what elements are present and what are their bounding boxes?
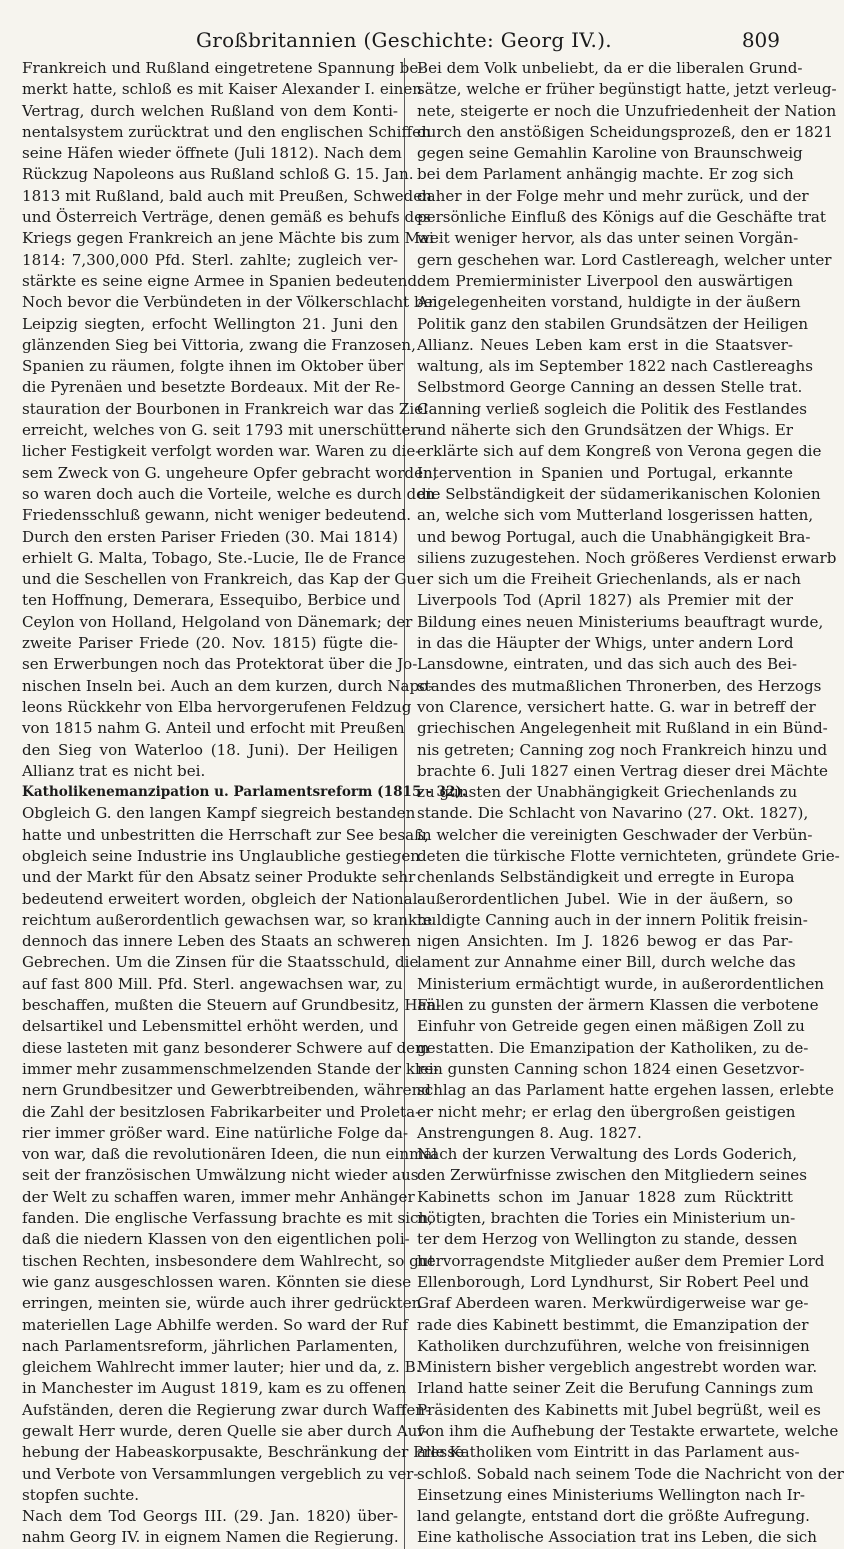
text-line: Fällen zu gunsten der ärmern Klassen die verbotene <box>417 996 819 1015</box>
text-line: und näherte sich den Grundsätzen der Whigs. Er <box>417 421 793 440</box>
text-line: Kabinetts schon im Januar 1828 zum Rücktritt <box>417 1187 793 1206</box>
text-line: Bildung eines neuen Ministeriums beauftragt wurde, <box>417 612 824 631</box>
text-line: waltung, als im September 1822 nach Castlereaghs <box>417 357 813 376</box>
text-line: standes des mutmaßlichen Thronerben, des Herzogs <box>417 676 822 695</box>
text-line: schlag an das Parlament hatte ergehen lassen, erlebte <box>417 1081 834 1100</box>
text-line: reichtum außerordentlich gewachsen war, so krankte <box>22 910 433 929</box>
text-line: Katholiken durchzuführen, welche von freisinnigen <box>417 1336 810 1355</box>
text-line: Ministerium ermächtigt wurde, in außerordentlichen <box>417 974 825 993</box>
text-line: den Zerwürfnisse zwischen den Mitgliedern seines <box>417 1166 807 1185</box>
text-line: und Verbote von Versammlungen vergeblich zu ver- <box>22 1464 419 1483</box>
text-line: erklärte sich auf dem Kongreß von Verona gegen die <box>417 442 822 461</box>
text-line: in welcher die vereinigten Geschwader der Verbün- <box>417 825 813 844</box>
text-line: Katholikenemanzipation u. Parlamentsreform (1815 - 32). <box>22 784 467 801</box>
text-line: ten Hoffnung, Demerara, Essequibo, Berbice und <box>22 591 401 610</box>
text-line: land gelangte, entstand dort die größte Aufregung. <box>417 1507 810 1526</box>
text-line: stärkte es seine eigne Armee in Spanien bedeutend. <box>22 271 422 290</box>
text-line: von war, daß die revolutionären Ideen, die nun einmal <box>22 1145 438 1164</box>
text-line: persönliche Einfluß des Königs auf die Geschäfte trat <box>417 208 826 227</box>
text-line: der Welt zu schaffen waren, immer mehr Anhänger <box>22 1187 415 1206</box>
text-line: 1814: 7,300,000 Pfd. Sterl. zahlte; zugleich ver- <box>22 250 398 269</box>
text-line: durch den anstößigen Scheidungsprozeß, den er 1821 <box>417 122 834 141</box>
text-line: Intervention in Spanien und Portugal, erkannte <box>417 463 793 482</box>
text-line: Liverpools Tod (April 1827) als Premier mit der <box>417 591 793 610</box>
text-line: stauration der Bourbonen in Frankreich war das Ziel <box>22 399 428 418</box>
text-line: licher Festigkeit verfolgt worden war. Waren zu die- <box>22 442 421 461</box>
text-line: von 1815 nahm G. Anteil und erfocht mit Preußen <box>22 719 405 738</box>
text-line: Nach der kurzen Verwaltung des Lords Goderich, <box>417 1145 798 1164</box>
text-line: von ihm die Aufhebung der Testakte erwartete, welche <box>417 1422 839 1440</box>
text-line: Kriegs gegen Frankreich an jene Mächte bis zum Mai <box>22 229 434 248</box>
text-line: glänzenden Sieg bei Vittoria, zwang die Franzosen, <box>22 335 416 354</box>
text-line: deten die türkische Flotte vernichteten, gründete Grie- <box>417 846 840 865</box>
text-line: nentalsystem zurücktrat und den englischen Schiffen <box>22 122 431 141</box>
text-line: und der Markt für den Absatz seiner Produkte sehr <box>22 868 416 887</box>
text-line: zu gunsten der Unabhängigkeit Griechenlands zu <box>417 783 798 802</box>
text-line: Aufständen, deren die Regierung zwar durch Waffen- <box>22 1400 431 1419</box>
text-line: Friedensschluß gewann, nicht weniger bedeutend. <box>22 506 412 525</box>
text-line: nahm Georg IV. in eignem Namen die Regierung. <box>22 1528 399 1547</box>
text-line: stande. Die Schlacht von Navarino (27. Okt. 1827), <box>417 804 809 823</box>
text-line: Noch bevor die Verbündeten in der Völkerschlacht bei <box>22 293 438 312</box>
text-line: ren gunsten Canning schon 1824 einen Gesetzvor- <box>417 1059 805 1078</box>
text-line: gern geschehen war. Lord Castlereagh, welcher unter <box>417 250 832 269</box>
text-line: leons Rückkehr von Elba hervorgerufenen Feldzug <box>22 697 412 716</box>
text-line: hervorragendste Mitglieder außer dem Premier Lord <box>417 1251 825 1270</box>
text-line: lament zur Annahme einer Bill, durch welche das <box>417 953 796 972</box>
text-line: Spanien zu räumen, folgte ihnen im Oktober über <box>22 357 404 376</box>
text-line: Ceylon von Holland, Helgoland von Dänemark; der <box>22 612 413 631</box>
text-line: huldigte Canning auch in der innern Politik freisin- <box>417 910 808 929</box>
text-line: brachte 6. Juli 1827 einen Vertrag dieser drei Mächte <box>417 761 828 780</box>
text-line: zweite Pariser Friede (20. Nov. 1815) fügte die- <box>22 634 398 653</box>
text-line: immer mehr zusammenschmelzenden Stande der klei- <box>22 1059 439 1078</box>
text-line: Bei dem Volk unbeliebt, da er die liberalen Grund- <box>417 59 803 77</box>
text-line: Durch den ersten Pariser Frieden (30. Mai 1814) <box>22 527 398 546</box>
text-line: Rückzug Napoleons aus Rußland schloß G. 15. Jan. <box>22 165 414 184</box>
text-line: er sich um die Freiheit Griechenlands, als er nach <box>417 570 801 589</box>
text-line: rade dies Kabinett bestimmt, die Emanzipation der <box>417 1315 809 1334</box>
text-line: Präsidenten des Kabinetts mit Jubel begrüßt, weil es <box>417 1400 821 1419</box>
text-line: sen Erwerbungen noch das Protektorat über die Jo- <box>22 655 418 674</box>
text-line: außerordentlichen Jubel. Wie in der äußern, so <box>417 889 793 908</box>
text-line: Lansdowne, eintraten, und das sich auch des Bei- <box>417 655 797 674</box>
running-head: Großbritannien (Geschichte: Georg IV.). <box>196 28 612 52</box>
text-line: Frankreich und Rußland eingetretene Spannung be- <box>22 59 424 77</box>
text-line: nischen Inseln bei. Auch an dem kurzen, durch Napo- <box>22 676 434 695</box>
text-line: stopfen suchte. <box>22 1485 140 1504</box>
text-line: Leipzig siegten, erfocht Wellington 21. Juni den <box>22 314 398 333</box>
text-line: Eine katholische Association trat ins Leben, die sich <box>417 1528 817 1547</box>
text-line: Irland hatte seiner Zeit die Berufung Cannings zum <box>417 1379 814 1398</box>
text-line: Allianz trat es nicht bei. <box>22 761 206 780</box>
text-line: die Selbständigkeit der südamerikanischen Kolonien <box>417 484 821 503</box>
text-line: in das die Häupter der Whigs, unter andern Lord <box>417 634 794 653</box>
text-line: dem Premierminister Liverpool den auswärtigen <box>417 271 793 290</box>
text-line: hatte und unbestritten die Herrschaft zur See besaß, <box>22 825 429 844</box>
text-line: erhielt G. Malta, Tobago, Ste.-Lucie, Ile de France <box>22 548 406 567</box>
text-columns <box>22 58 844 1549</box>
text-line: er nicht mehr; er erlag den übergroßen geistigen <box>417 1102 796 1121</box>
text-line: nach Parlamentsreform, jährlichen Parlamenten, <box>22 1336 398 1355</box>
text-line: diese lasteten mit ganz besonderer Schwere auf dem <box>22 1038 430 1057</box>
text-line: Ellenborough, Lord Lyndhurst, Sir Robert Peel und <box>417 1272 809 1291</box>
text-line: nötigten, brachten die Tories ein Ministerium un- <box>417 1209 796 1228</box>
right-column <box>417 58 844 1549</box>
text-line: und bewog Portugal, auch die Unabhängigkeit Bra- <box>417 527 811 546</box>
text-line: gewalt Herr wurde, deren Quelle sie aber durch Auf- <box>22 1422 428 1440</box>
text-line: alle Katholiken vom Eintritt in das Parlament aus- <box>417 1443 800 1462</box>
text-line: nis getreten; Canning zog noch Frankreich hinzu und <box>417 740 828 759</box>
text-line: merkt hatte, schloß es mit Kaiser Alexander I. einen <box>22 80 423 99</box>
text-line: von Clarence, versichert hatte. G. war in betreff der <box>417 697 816 716</box>
text-line: obgleich seine Industrie ins Unglaubliche gestiegen <box>22 846 421 865</box>
text-line: hebung der Habeaskorpusakte, Beschränkung der Presse <box>22 1443 464 1462</box>
text-line: delsartikel und Lebensmittel erhöht werden, und <box>22 1017 399 1036</box>
text-line: Einsetzung eines Ministeriums Wellington nach Ir- <box>417 1485 806 1504</box>
text-line: schloß. Sobald nach seinem Tode die Nachricht von der <box>417 1464 844 1483</box>
text-line: sätze, welche er früher begünstigt hatte, jetzt verleug- <box>417 80 837 99</box>
text-line: gegen seine Gemahlin Karoline von Braunschweig <box>417 144 803 163</box>
text-line: so waren doch auch die Vorteile, welche es durch den <box>22 484 435 503</box>
text-line: daß die niedern Klassen von den eigentlichen poli- <box>22 1230 410 1249</box>
text-line: Anstrengungen 8. Aug. 1827. <box>417 1123 642 1142</box>
text-line: rier immer größer ward. Eine natürliche Folge da- <box>22 1123 409 1142</box>
text-line: an, welche sich vom Mutterland losgerissen hatten, <box>417 506 814 525</box>
text-line: erreicht, welches von G. seit 1793 mit unerschütter- <box>22 421 423 440</box>
text-line: Einfuhr von Getreide gegen einen mäßigen Zoll zu <box>417 1017 805 1036</box>
page-number: 809 <box>741 28 780 52</box>
text-line: daher in der Folge mehr und mehr zurück, und der <box>417 186 809 205</box>
text-line: nern Grundbesitzer und Gewerbtreibenden, während <box>22 1081 431 1100</box>
text-line: Ministern bisher vergeblich angestrebt worden war. <box>417 1358 818 1377</box>
text-line: griechischen Angelegenheit mit Rußland in ein Bünd- <box>417 719 828 738</box>
text-line: Graf Aberdeen waren. Merkwürdigerweise war ge- <box>417 1294 809 1313</box>
page-header <box>22 24 786 58</box>
text-line: Politik ganz den stabilen Grundsätzen der Heiligen <box>417 314 809 333</box>
text-line: und Österreich Verträge, denen gemäß es behufs des <box>22 208 431 227</box>
left-column <box>22 58 467 1549</box>
text-line: nete, steigerte er noch die Unzufriedenheit der Nation <box>417 101 837 120</box>
text-line: tischen Rechten, insbesondere dem Wahlrecht, so gut <box>22 1251 435 1270</box>
text-line: bedeutend erweitert worden, obgleich der National- <box>22 889 423 908</box>
text-line: nigen Ansichten. Im J. 1826 bewog er das Par- <box>417 932 793 951</box>
text-line: die Zahl der besitzlosen Fabrikarbeiter und Proleta- <box>22 1102 421 1121</box>
text-line: Obgleich G. den langen Kampf siegreich bestanden <box>22 804 416 823</box>
text-line: in Manchester im August 1819, kam es zu offenen <box>22 1379 407 1398</box>
text-line: bei dem Parlament anhängig machte. Er zog sich <box>417 165 794 184</box>
text-line: ter dem Herzog von Wellington zu stande, dessen <box>417 1230 798 1249</box>
text-line: seit der französischen Umwälzung nicht wieder aus <box>22 1166 419 1185</box>
text-line: und die Seschellen von Frankreich, das Kap der Gu- <box>22 570 422 589</box>
text-line: Canning verließ sogleich die Politik des Festlandes <box>417 399 807 418</box>
text-line: siliens zuzugestehen. Noch größeres Verdienst erwarb <box>417 548 837 567</box>
text-line: erringen, meinten sie, würde auch ihrer gedrückten <box>22 1294 422 1313</box>
text-line: gleichem Wahlrecht immer lauter; hier und da, z. B. <box>22 1358 421 1377</box>
text-line: auf fast 800 Mill. Pfd. Sterl. angewachsen war, zu <box>22 974 403 993</box>
text-line: Allianz. Neues Leben kam erst in die Staatsver- <box>417 335 793 354</box>
text-line: Angelegenheiten vorstand, huldigte in der äußern <box>417 293 801 312</box>
text-line: Selbstmord George Canning an dessen Stelle trat. <box>417 378 803 397</box>
text-line: Gebrechen. Um die Zinsen für die Staatsschuld, die <box>22 953 419 972</box>
text-line: sem Zweck von G. ungeheure Opfer gebracht worden, <box>22 463 438 482</box>
text-line: wie ganz ausgeschlossen waren. Könnten sie diese <box>22 1272 412 1291</box>
text-line: Vertrag, durch welchen Rußland von dem Konti- <box>22 101 398 120</box>
text-line: 1813 mit Rußland, bald auch mit Preußen, Schweden <box>22 186 432 205</box>
text-line: gestatten. Die Emanzipation der Katholiken, zu de- <box>417 1038 809 1057</box>
text-line: chenlands Selbständigkeit und erregte in Europa <box>417 868 795 887</box>
text-line: fanden. Die englische Verfassung brachte es mit sich, <box>22 1209 434 1228</box>
text-line: beschaffen, mußten die Steuern auf Grundbesitz, Han- <box>22 996 442 1015</box>
text-line: seine Häfen wieder öffnete (Juli 1812). Nach dem <box>22 144 402 163</box>
text-line: die Pyrenäen und besetzte Bordeaux. Mit der Re- <box>22 378 401 397</box>
text-line: materiellen Lage Abhilfe werden. So ward der Ruf <box>22 1315 409 1334</box>
text-line: den Sieg von Waterloo (18. Juni). Der Heiligen <box>22 740 398 759</box>
text-line: weit weniger hervor, als das unter seinen Vorgän- <box>417 229 799 248</box>
text-line: Nach dem Tod Georgs III. (29. Jan. 1820) über- <box>22 1507 398 1526</box>
text-line: dennoch das innere Leben des Staats an schweren <box>22 932 411 951</box>
